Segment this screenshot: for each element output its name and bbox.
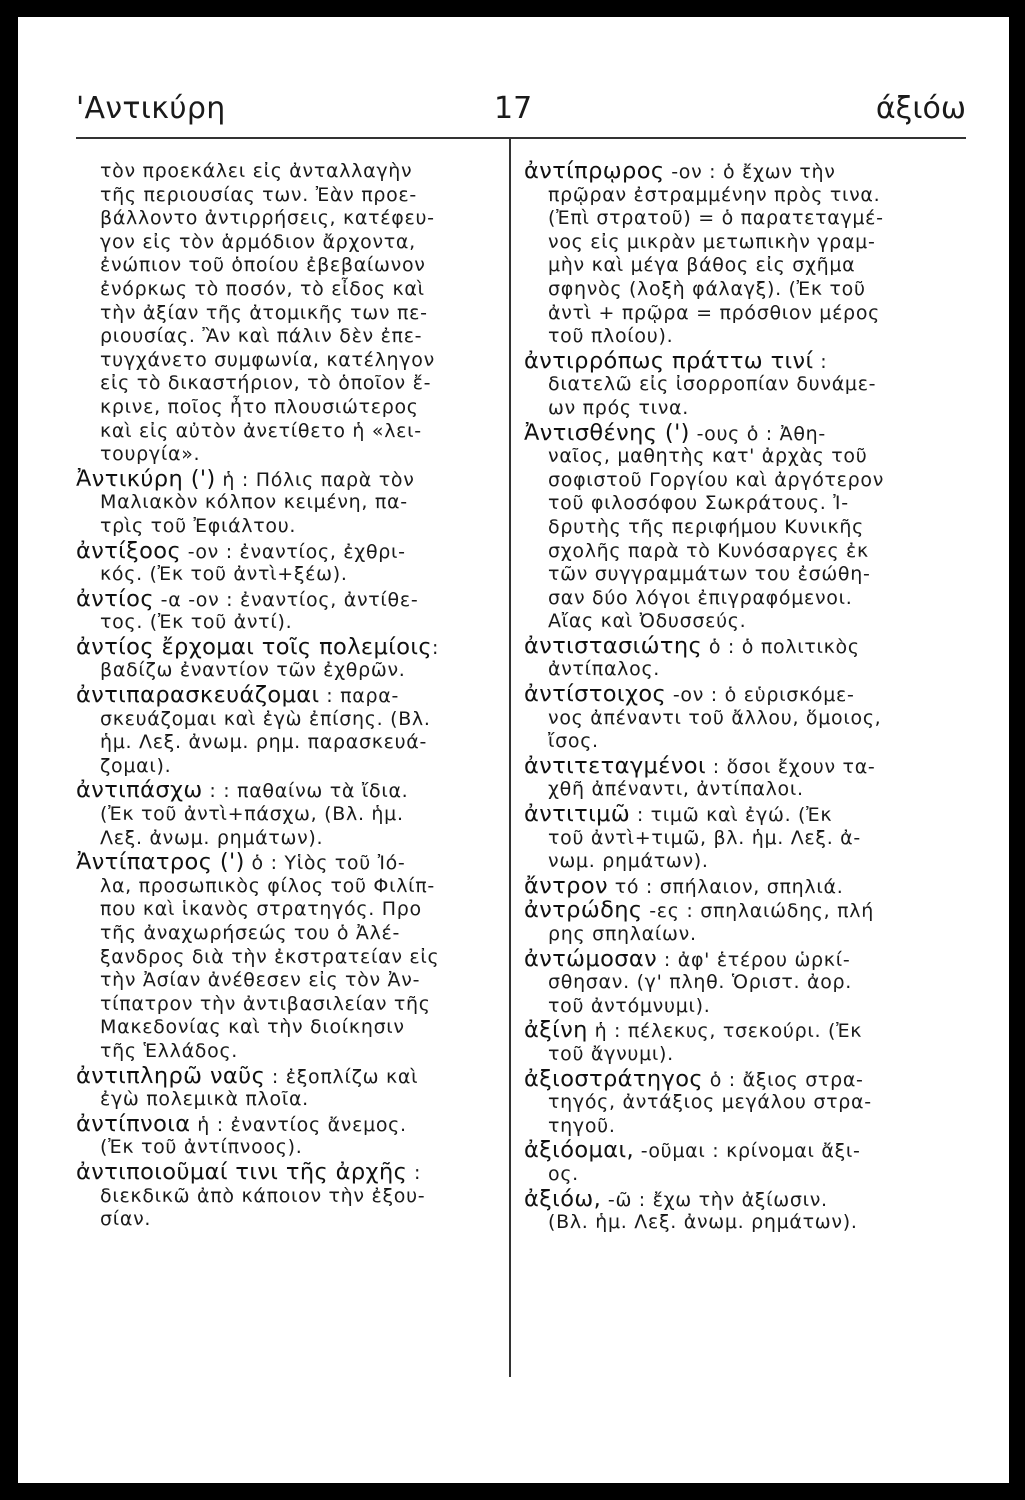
definition-line: σθησαν. (γ' πληθ. Ὁριστ. ἀορ. (548, 971, 853, 994)
dictionary-entry (76, 1110, 488, 1160)
entry-first-line (524, 347, 960, 374)
definition-text: -ον : ὁ εὑρισκόμε- (666, 684, 855, 707)
definition-line: νωμ. ρημάτων). (548, 850, 709, 873)
definition-text: ἡ : ἐναντίος ἄνεμος. (190, 1113, 407, 1136)
definition-line: (Ἐκ τοῦ ἀντίπνοος). (100, 1136, 303, 1159)
definition-text: -ον : ἐναντίος, ἐχθρι- (181, 540, 406, 563)
dictionary-entry (524, 899, 960, 946)
definition-line: ος. (548, 1162, 579, 1185)
headword: ἀντιστασιώτης (524, 632, 703, 659)
headword: ἀντώμοσαν (524, 945, 658, 972)
header-last-word: άξιόω (875, 91, 966, 126)
page-number: 17 (494, 91, 533, 126)
definition-line: ριουσίας. Ἂν καὶ πάλιν δὲν ἐπε- (100, 325, 423, 348)
dictionary-entry (76, 160, 488, 467)
definition-text: : ἀφ' ἑτέρου ὡρκί- (657, 948, 851, 971)
entry-first-line (76, 684, 488, 708)
definition-line: τῆς ἀναχωρήσεώς του ὁ Ἀλέ- (100, 922, 401, 944)
definition-line: δρυτὴς τῆς περιφήμου Κυνικῆς (548, 515, 865, 538)
definition-line: βαδίζω ἐναντίον τῶν ἐχθρῶν. (100, 659, 406, 682)
headword: ἀντιπαρασκευάζομαι (76, 682, 320, 709)
definition-text: τό : σπήλαιον, σπηλιά. (607, 875, 844, 898)
headword: Ἀντισθένης (') (524, 419, 690, 446)
dictionary-entry (76, 1158, 488, 1232)
headword: ἀντιτιμῶ (524, 801, 631, 828)
header-rule (76, 137, 966, 139)
definition-line: ἀντὶ + πρῷρα = πρόσθιον μέρος (548, 301, 880, 324)
definition-line: σίαν. (100, 1208, 152, 1231)
definition-text: : : παθαίνω τὰ ἴδια. (202, 780, 409, 803)
entry-first-line (76, 465, 488, 492)
definition-line: Μακεδονίας καὶ τὴν διοίκησιν (100, 1016, 405, 1039)
definition-text: : παρα- (319, 685, 400, 708)
headword: ἀντιπάσχω (76, 777, 203, 804)
headword: ἀξιόομαι, (524, 1137, 635, 1164)
left-column (76, 160, 488, 1233)
definition-text: ἡ : πέλεκυς, τσεκούρι. (Ἐκ (587, 1020, 863, 1043)
entry-first-line (76, 1062, 488, 1089)
definition-line: σχολῆς παρὰ τὸ Κυνόσαργες ἐκ (548, 539, 869, 562)
headword: ἀντίστοιχος (524, 681, 667, 708)
definition-line: ἀντίπαλος. (548, 658, 661, 681)
definition-line: εἰς τὸ δικαστήριον, τὸ ὁποῖον ἔ- (100, 372, 432, 395)
definition-text: ὁ : ὁ πολιτικὸς (702, 635, 860, 658)
entry-first-line (524, 1185, 960, 1212)
definition-line: τηγοῦ. (548, 1114, 616, 1137)
entry-first-line (76, 779, 488, 803)
definition-line: χθῆ ἀπέναντι, ἀντίπαλοι. (548, 778, 804, 801)
definition-line: τηγός, ἀντάξιος μεγάλου στρα- (548, 1091, 872, 1114)
definition-line: μὴν καὶ μέγα βάθος εἰς σχῆμα (548, 254, 856, 277)
definition-line: τὴν Ἀσίαν ἀνέθεσεν εἰς τὸν Ἀν- (100, 969, 421, 992)
definition-text: ὁ : ἄξιος στρα- (702, 1068, 864, 1091)
dictionary-entry (524, 945, 960, 1019)
dictionary-entry (524, 1185, 960, 1235)
definition-line: (Ἐκ τοῦ ἀντὶ+πάσχω, (Βλ. ἡμ. (100, 803, 404, 826)
definition-line: πρῷραν ἐστραμμένην πρὸς τινα. (548, 183, 881, 206)
definition-text: ὁ : Υἱὸς τοῦ Ἰό- (244, 852, 406, 875)
header-first-word: 'Αντικύρη (76, 91, 226, 126)
definition-line: σοφιστοῦ Γοργίου καὶ ἀργότερον (548, 468, 885, 491)
definition-text: : τιμῶ καὶ ἐγώ. (Ἐκ (630, 804, 833, 827)
definition-line: τοῦ ἀντόμνυμι). (548, 994, 711, 1017)
definition-line: τοῦ πλοίου). (548, 325, 674, 348)
definition-line: ἴσος. (548, 730, 599, 753)
right-column (524, 160, 960, 1236)
dictionary-entry (76, 1062, 488, 1112)
dictionary-entry (524, 752, 960, 802)
dictionary-entry (524, 347, 960, 421)
entry-first-line (76, 1110, 488, 1137)
definition-line: τουργία». (100, 443, 201, 466)
definition-line: ναῖος, μαθητὴς κατ' ἀρχὰς τοῦ (548, 445, 868, 468)
headword: Ἀντίπατρος (') (76, 849, 245, 876)
dictionary-entry (76, 465, 488, 539)
entry-first-line (524, 945, 960, 972)
dictionary-entry (76, 851, 488, 1063)
entry-first-line (524, 1065, 960, 1092)
definition-line: γον εἰς τὸν ἁρμόδιον ἄρχοντα, (100, 230, 416, 253)
dictionary-entry (524, 872, 960, 899)
definition-line: λα, προσωπικὸς φίλος τοῦ Φιλίπ- (100, 874, 435, 897)
dictionary-entry (76, 585, 488, 635)
definition-line: Λεξ. ἀνωμ. ρημάτων). (100, 826, 324, 849)
definition-text: : ὅσοι ἔχουν τα- (706, 755, 876, 778)
headword: ἀντίξοος (76, 537, 182, 564)
definition-line: διεκδικῶ ἀπὸ κάποιον τὴν ἐξου- (100, 1184, 426, 1207)
dictionary-entry (524, 419, 960, 634)
definition-line: νος ἀπέναντι τοῦ ἄλλου, ὅμοιος, (548, 706, 882, 729)
dictionary-entry (76, 633, 488, 683)
definition-line: τῶν συγγραμμάτων του ἐσώθη- (548, 563, 871, 586)
headword: ἀντιρρόπως πράττω τινί (524, 347, 814, 374)
definition-line: ρης σπηλαίων. (548, 923, 697, 945)
entry-first-line (76, 851, 488, 875)
headword: ἀξίνη (524, 1017, 588, 1044)
definition-line: ζομαι). (100, 754, 172, 777)
definition-line: (Ἐπὶ στρατοῦ) = ὁ παρατεταγμέ- (548, 207, 884, 230)
dictionary-entry (76, 779, 488, 850)
definition-line: τίπατρον τὴν ἀντιβασιλείαν τῆς (100, 992, 431, 1015)
column-divider (509, 137, 511, 1377)
headword: ἀντίος (76, 585, 154, 612)
dictionary-entry (524, 1139, 960, 1186)
definition-line: (Βλ. ἡμ. Λεξ. ἀνωμ. ρημάτων). (548, 1211, 858, 1234)
definition-line: τοῦ ἄγνυμι). (548, 1042, 674, 1065)
headword: Ἀντικύρη (') (76, 465, 216, 492)
headword: ἀντιπληρῶ ναῦς (76, 1062, 266, 1089)
entry-first-line (524, 683, 960, 707)
entry-first-line (524, 632, 960, 659)
definition-line: ἐνόρκως τὸ ποσόν, τὸ εἶδος καὶ (100, 277, 425, 300)
definition-text: : (407, 1161, 422, 1184)
headword: ἀξιόω, (524, 1185, 602, 1212)
definition-line: κρινε, ποῖος ἦτο πλουσιώτερος (100, 395, 419, 418)
definition-text: : (813, 350, 828, 373)
dictionary-entry (524, 683, 960, 754)
dictionary-entry (524, 1019, 960, 1066)
dictionary-entry (524, 632, 960, 682)
dictionary-entry (524, 160, 960, 349)
dictionary-entry (76, 537, 488, 587)
definition-line: ἐνώπιον τοῦ ὁποίου ἐβεβαίωνον (100, 254, 426, 277)
entry-first-line (524, 419, 960, 446)
definition-text: : (432, 636, 440, 659)
definition-line: σκευάζομαι καὶ ἐγὼ ἐπίσης. (Βλ. (100, 707, 431, 730)
headword: ἀξιοστράτηγος (524, 1065, 703, 1092)
definition-text: -ον : ὁ ἔχων τὴν (664, 161, 836, 183)
dictionary-entry (524, 1065, 960, 1139)
headword: ἀντίπνοια (76, 1110, 191, 1137)
definition-text: -ες : σπηλαιώδης, πλή (642, 900, 874, 923)
headword: ἄντρον (524, 872, 608, 899)
definition-line: κός. (Ἐκ τοῦ ἀντὶ+ξέω). (100, 563, 348, 586)
entry-first-line (76, 537, 488, 564)
entry-first-line (524, 160, 960, 184)
dictionary-entry (524, 803, 960, 874)
definition-text: ἡ : Πόλις παρὰ τὸν (215, 468, 415, 491)
definition-line: βάλλοντο ἀντιρρήσεις, κατέφευ- (100, 207, 435, 230)
entry-first-line (76, 633, 488, 660)
definition-line: Αἴας καὶ Ὀδυσσεύς. (548, 610, 747, 633)
definition-text: -ῶ : ἔχω τὴν ἀξίωσιν. (601, 1188, 828, 1211)
definition-line: τὴν ἀξίαν τῆς ἀτομικῆς των πε- (100, 301, 428, 324)
dictionary-entry (76, 684, 488, 778)
page-header (76, 89, 966, 139)
headword: ἀντιτεταγμένοι (524, 752, 706, 779)
definition-line: Μαλιακὸν κόλπον κειμένη, πα- (100, 491, 408, 514)
definition-line: που καὶ ἱκανὸς στρατηγός. Προ (100, 898, 422, 921)
definition-line: ἐγὼ πολεμικὰ πλοῖα. (100, 1088, 309, 1111)
definition-line: ων πρός τινα. (548, 396, 690, 419)
definition-text: -οῦμαι : κρίνομαι ἄξι- (634, 1140, 861, 1163)
headword: ἀντίος ἔρχομαι τοῖς πολεμίοις (76, 633, 432, 660)
entry-first-line (524, 872, 960, 899)
entry-first-line (524, 1139, 960, 1163)
entry-first-line (76, 1158, 488, 1185)
dictionary-page (18, 17, 1009, 1483)
definition-line: διατελῶ εἰς ἰσορροπίαν δυνάμε- (548, 373, 877, 396)
definition-line: ἡμ. Λεξ. ἀνωμ. ρημ. παρασκευά- (100, 731, 428, 754)
definition-line: τρὶς τοῦ Ἐφιάλτου. (100, 514, 297, 537)
definition-line: τῆς Ἑλλάδος. (100, 1039, 239, 1062)
entry-first-line (524, 899, 960, 923)
headword: ἀντρώδης (524, 897, 643, 924)
definition-text: -ους ὁ : Ἀθη- (689, 422, 826, 445)
entry-first-line (524, 1019, 960, 1043)
definition-line: νος εἰς μικρὰν μετωπικὴν γραμ- (548, 230, 876, 253)
definition-line: καὶ εἰς αὐτὸν ἀνετίθετο ἡ «λει- (100, 419, 422, 442)
definition-text: : ἐξοπλίζω καὶ (265, 1065, 419, 1088)
definition-line: τὸν προεκάλει εἰς ἀνταλλαγὴν (100, 160, 413, 182)
definition-line: σαν δύο λόγοι ἐπιγραφόμενοι. (548, 586, 853, 609)
definition-line: σφηνὸς (λοξὴ φάλαγξ). (Ἐκ τοῦ (548, 277, 866, 300)
definition-line: τυγχάνετο συμφωνία, κατέληγον (100, 348, 435, 371)
definition-line: τῆς περιουσίας των. Ἐὰν προε- (100, 183, 417, 206)
entry-first-line (524, 752, 960, 779)
definition-line: ξανδρος διὰ τὴν ἐκστρατείαν εἰς (100, 945, 440, 968)
headword: ἀντίπρῳρος (524, 158, 665, 184)
definition-line: τος. (Ἐκ τοῦ ἀντί). (100, 611, 293, 634)
definition-line: τοῦ φιλοσόφου Σωκράτους. Ἰ- (548, 492, 849, 515)
definition-text: -α -ον : ἐναντίος, ἀντίθε- (153, 588, 419, 611)
headword: ἀντιποιοῦμαί τινι τῆς ἀρχῆς (76, 1158, 408, 1185)
entry-first-line (524, 803, 960, 827)
entry-first-line (76, 585, 488, 612)
definition-line: τοῦ ἀντὶ+τιμῶ, βλ. ἡμ. Λεξ. ἀ- (548, 826, 861, 849)
